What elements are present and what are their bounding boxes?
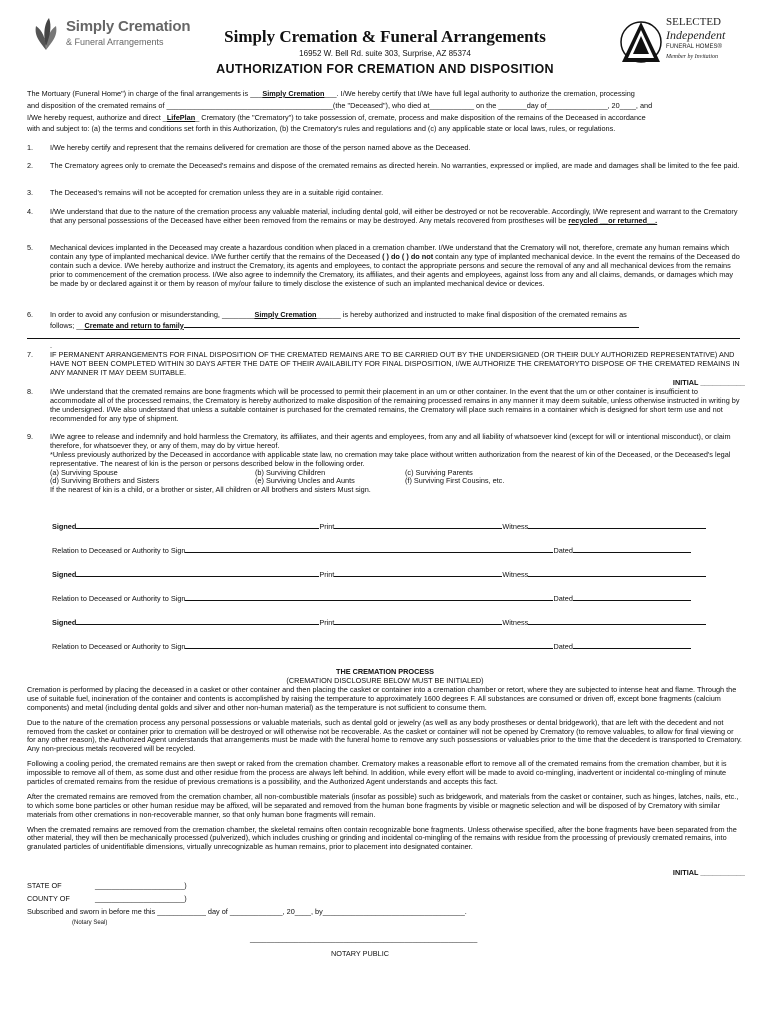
- initial-field-process[interactable]: INITIAL ___________: [672, 868, 745, 877]
- signed-line[interactable]: [76, 617, 319, 625]
- clause-body: contain any type of implanted mechanical device. In the event the remains of the Deceased do contain such a device. I/We hereby authorize and instruct the Crematory, its agents and employees, to contact the appropriate persons and secure the removal of any and all mechanical devices from the remains prior to commencement of the cremation process. I/We also agree to indemnify the Crematory, its affiliates, and their agents and employees, against loss from any and all claims, demands, or damages which may be made by or declared against it or them by reason of my/our failure to timely disclose the existence of such an implanted mechanical device or devices.: [50, 251, 740, 288]
- witness-label: Witness: [502, 522, 529, 531]
- kin-option: (e) Surviving Uncles and Aunts: [255, 476, 355, 486]
- funeral-home-field[interactable]: Simply Cremation: [262, 89, 325, 98]
- kin-option: (c) Surviving Parents: [405, 467, 473, 477]
- signed-label: Signed: [52, 522, 77, 531]
- relation-row-1: [52, 545, 720, 556]
- state-field[interactable]: ______________________): [95, 881, 187, 890]
- device-choice-field[interactable]: ( ) do ( ) do not: [382, 251, 434, 261]
- clause-number: 8.: [27, 387, 34, 396]
- clause-number: 1.: [27, 143, 34, 152]
- relation-label: Relation to Deceased or Authority to Sign: [52, 594, 186, 603]
- witness-label: Witness: [502, 570, 529, 579]
- clause-text: [50, 244, 740, 288]
- signature-row-3: [52, 617, 720, 628]
- logo-right-line1: SELECTED: [666, 16, 721, 28]
- document-title: AUTHORIZATION FOR CREMATION AND DISPOSITION: [216, 62, 554, 76]
- dated-line[interactable]: [573, 545, 691, 553]
- intro-line-3: [27, 114, 743, 123]
- signature-row-1: [52, 521, 720, 532]
- intro-text: I/We hereby request, authorize and direct _: [27, 113, 167, 122]
- clause-body: I/We understand that due to the nature of the cremation process any valuable material, including dental gold, will either be destroyed or not be recoverable. Accordingly, I/We represent and warrant to the Crematory that any personal possessions of the Deceased have either been removed from the remains or may be destroyed. Any metals recovered from prostheses will be: [50, 207, 738, 225]
- clause-text: [50, 208, 740, 226]
- intro-text: The Mortuary (Funeral Home") in charge of the final arrangements is ___: [27, 89, 263, 98]
- company-title: Simply Cremation & Funeral Arrangements: [224, 27, 546, 46]
- relation-line[interactable]: [185, 641, 553, 649]
- dated-label: Dated: [553, 594, 573, 603]
- signed-line[interactable]: [76, 569, 319, 577]
- initial-field-7[interactable]: INITIAL ___________: [672, 378, 745, 387]
- clause-number: 2.: [27, 161, 34, 170]
- intro-text: ___. I/We hereby certify that I/We have full legal authority to authorize the cremation, processing: [324, 89, 635, 98]
- kin-option: (a) Surviving Spouse: [50, 467, 118, 477]
- logo-right-line2: Independent: [666, 28, 726, 42]
- relation-label: Relation to Deceased or Authority to Sign: [52, 642, 186, 651]
- kin-option: (d) Surviving Brothers and Sisters: [50, 476, 160, 486]
- clause-text: IF PERMANENT ARRANGEMENTS FOR FINAL DISPOSITION OF THE CREMATED REMAINS ARE TO BE CARRIED OUT BY THE UNDERSIGNED (OR THEIR DULY AUTHORIZED REPRESENTATIVE) AND HAVE NOT BEEN COMPLETED WITHIN 30 DAYS AFTER THE DATE OF THEIR AVAILABILITY FOR FINAL DISPOSITION, I/WE AUTHORIZE THE CREMATORYTO DISPOSE OF THE CREMATED REMAINS IN ANY MANNER IT MAY DEEM SUITABLE.: [50, 350, 740, 377]
- intro-text: _ Crematory (the "Crematory") to take possession of, cremate, process and make disposition of the remains of the Deceased in accordance: [195, 113, 646, 122]
- company-logo: [30, 12, 200, 56]
- intro-line-2: and disposition of the cremated remains of _________________________________________(the "Deceased"), who died at___________ on the _______day of_______________, 20____, and: [27, 101, 653, 110]
- logo-subname: & Funeral Arrangements: [66, 37, 164, 47]
- clause-number: 5.: [27, 243, 34, 252]
- clause-text: I/We hereby certify and represent that the remains delivered for cremation are those of the person named above as the Deceased.: [50, 143, 471, 152]
- clause-body: If the nearest of kin is a child, or a brother or sister, All children or All brothers and sisters Must sign.: [50, 485, 371, 495]
- crematory-field[interactable]: LifePlan: [166, 113, 196, 122]
- dated-line[interactable]: [573, 641, 691, 649]
- clause-text: In order to avoid any confusion or misunderstanding, ________Simply Cremation______ is hereby authorized and instructed to make final disposition of the cremated remains as follows; __Cremate and return to family .: [50, 311, 740, 351]
- clause-body: follows; __: [50, 320, 85, 330]
- clause-body: Mechanical devices implanted in the Deceased may create a hazardous condition when placed in a cremation chamber. I/We understand that the Crematory will not, therefore, cremate any human remains which contain any type of implanted mechanical device. I/We further certify that the remains of the Deceased: [50, 243, 730, 261]
- logo-right-line3: FUNERAL HOMES®: [666, 44, 722, 50]
- kin-option: (b) Surviving Children: [255, 467, 326, 477]
- relation-row-2: [52, 593, 720, 604]
- clause-body: In order to avoid any confusion or misunderstanding, ________: [50, 310, 255, 319]
- notary-signature-line[interactable]: ________________________________________________________: [250, 934, 478, 943]
- county-field[interactable]: ______________________): [95, 894, 187, 903]
- process-subtitle: (CREMATION DISCLOSURE BELOW MUST BE INITIALED): [286, 676, 484, 685]
- witness-label: Witness: [502, 618, 529, 627]
- sworn-statement[interactable]: Subscribed and sworn in before me this ____________ day of _____________, 20____, by___________________________________.: [27, 907, 467, 916]
- notary-seal-label: (Notary Seal): [72, 920, 108, 926]
- disposition-agent-field[interactable]: Simply Cremation: [254, 310, 317, 319]
- prostheses-field[interactable]: recycled __or returned__.: [568, 215, 658, 225]
- witness-line[interactable]: [528, 569, 706, 577]
- signed-line[interactable]: [76, 521, 319, 529]
- witness-line[interactable]: [528, 521, 706, 529]
- process-paragraph: When the cremated remains are removed from the cremation chamber, the skeletal remains often contain recognizable bone fragments. Unless otherwise specified, after the bone fragments have been separated from the other material, they will then be mechanically processed (pulverized), which includes crushing or grinding and incidental co-mingling of the remains with residue from the processing of previously cremated remains, into granulated particles of unidentifiable dimensions, virtually unrecognizable as human remains, prior to placement into designated container.: [27, 824, 737, 852]
- process-paragraph: Following a cooling period, the cremated remains are then swept or raked from the cremation chamber. Crematory makes a reasonable effort to remove all of the cremated remains from the cremation chamber, but it is impossible to remove all of them, as some dust and other residue from the process are always left behind. In addition, while every effort will be made to avoid co-mingling, inadvertent or incidental co-mingling of minute particles of cremated remains from the residue of previous cremations is a possibility, and the Authorized Agent understands and accepts this fact.: [27, 759, 727, 787]
- disposition-line-2: [27, 331, 740, 339]
- clause-text: The Crematory agrees only to cremate the Deceased's remains and dispose of the cremated remains as directed herein. No warranties, expressed or implied, are made and damages shall be limited to the fee paid.: [50, 161, 740, 170]
- relation-line[interactable]: [185, 545, 553, 553]
- process-paragraph: Due to the nature of the cremation process any personal possessions or valuable materials, such as dental gold or jewelry (as well as any body prostheses or dental bridgework), that are left with the decedent and not removed from the casket or container prior to cremation will be destroyed or will otherwise not be recoverable. As the casket or container will not be opened by Crematory (to remove valuables, to allow for final viewing or for any other reason), the Authorized Agent understands that arrangements must be made with the funeral home to remove any such possessions or valuables prior to the time that the decedent is transported to Crematory. Any non-precious metals recovered will be recycled.: [27, 717, 742, 754]
- disposition-instructions-field[interactable]: Cremate and return to family: [84, 320, 184, 330]
- clause-text: I/We understand that the cremated remains are bone fragments which will be processed to permit their placement in an urn or other container. In the event that the urn or other container is insufficient to accommodate all of the processed remains, the Crematory is hereby authorized to make disposition of the remaining processed remains in any manner it may deem suitable, unless otherwise instructed in writing by the undersigned. I/We also understand that unless a suitable container is purchased for the cremated remains, the Crematory will place such remains in a container which is designed for short term use and not recommended for any type of shipment.: [50, 387, 740, 423]
- clause-body: ______ is hereby authorized and instructed to make final disposition of the cremated remains as: [316, 310, 627, 319]
- relation-label: Relation to Deceased or Authority to Sign: [52, 546, 186, 555]
- dated-label: Dated: [553, 546, 573, 555]
- county-label: COUNTY OF: [27, 894, 70, 903]
- logo-right-line4: Member by Invitation: [666, 54, 718, 60]
- intro-line-4: with and subject to: (a) the terms and conditions set forth in this Authorization, (b) the Crematory's rules and regulations and (c) any applicable state or local laws, rules, or regulations.: [27, 124, 616, 133]
- clause-text: [50, 433, 740, 495]
- relation-line[interactable]: [185, 593, 553, 601]
- relation-row-3: [52, 641, 720, 652]
- triangle-logo-icon: [620, 16, 662, 68]
- company-address: 16952 W. Bell Rd. suite 303, Surprise, AZ 85374: [299, 49, 471, 58]
- notary-public-label: NOTARY PUBLIC: [331, 949, 389, 958]
- process-title: THE CREMATION PROCESS: [336, 667, 434, 676]
- dated-line[interactable]: [573, 593, 691, 601]
- clause-body: I/We agree to release and indemnify and hold harmless the Crematory, its affiliates, and their agents and employees, from any and all liability of whatsoever kind (except for will or intentional misconduct), or claim therefore, for whatsoever they, or any of them, may do by virtue hereof.: [50, 432, 731, 450]
- leaf-logo-icon: [30, 16, 62, 52]
- disposition-line: [184, 320, 639, 328]
- process-paragraph: Cremation is performed by placing the deceased in a casket or other container and then placing the casket or container into a cremation chamber or retort, where they are subjected to intense heat and flame. Through the use of suitable fuel, incineration of the container and contents is accomplished by raising the temperature to approximately 1600 degrees F. All substances are consumed or driven off, except bone fragments (calcium components) and metal (including dental golds and silver and other non-human material) as the temperature is not sufficient to consume them.: [27, 685, 737, 712]
- clause-number: 7.: [27, 350, 34, 359]
- clause-number: 9.: [27, 432, 34, 441]
- selected-independent-logo: [620, 14, 730, 70]
- intro-line-1: [27, 90, 743, 99]
- print-line[interactable]: [334, 521, 502, 529]
- signature-row-2: [52, 569, 720, 580]
- dated-label: Dated: [553, 642, 573, 651]
- signed-label: Signed: [52, 570, 77, 579]
- print-label: Print: [319, 522, 335, 531]
- witness-line[interactable]: [528, 617, 706, 625]
- print-label: Print: [319, 618, 335, 627]
- print-line[interactable]: [334, 617, 502, 625]
- process-body: [27, 686, 743, 858]
- kin-option: (f) Surviving First Cousins, etc.: [405, 476, 505, 486]
- clause-number: 3.: [27, 188, 34, 197]
- clause-body: *Unless previously authorized by the Deceased in accordance with applicable state law, no cremation may take place without written authorization from the nearest of kin of the Deceased, or the Deceased's legal representative. The nearest of kin is the person or persons described below in the following order.: [50, 449, 731, 468]
- logo-name: Simply Cremation: [66, 18, 191, 35]
- signed-label: Signed: [52, 618, 77, 627]
- print-line[interactable]: [334, 569, 502, 577]
- process-paragraph: After the cremated remains are removed from the cremation chamber, all non-combustible materials (insofar as possible) such as bridgework, and materials from the casket or container, such as hinges, latches, nails, etc., to which some bone particles or other human residue may be affixed, will be separated and removed from the human bone fragments by visible or magnetic selection and will be disposed of by Crematory with similar materials from other cremations in non-recoverable manner, so that only human bone fragments will remain.: [27, 791, 739, 819]
- state-label: STATE OF: [27, 881, 62, 890]
- clause-text: The Deceased's remains will not be accepted for cremation unless they are in a suitable rigid container.: [50, 188, 384, 197]
- clause-number: 6.: [27, 310, 34, 319]
- print-label: Print: [319, 570, 335, 579]
- clause-number: 4.: [27, 207, 34, 216]
